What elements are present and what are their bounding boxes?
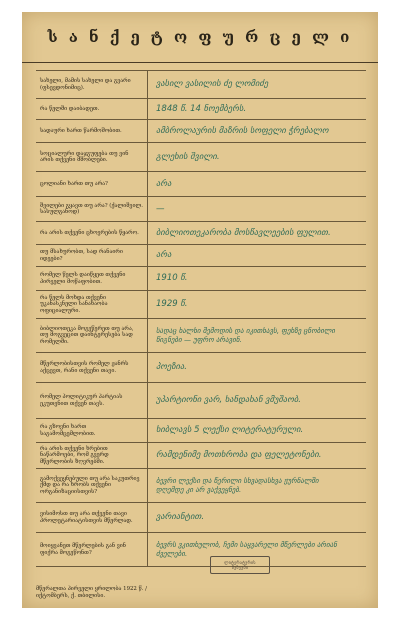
handwritten-answer: სადაც ხალხი შემოდის და იკითხავს, ფეხზე ცნობილი წიგნები — უფრო არავინ. — [156, 326, 336, 344]
handwritten-answer: — — [156, 203, 165, 214]
question-label: გამოქვეყნებული თუ არა საკუთრივ ქმდ და რა ხრობს თქვენი ორგანიზაციისთვის? — [36, 469, 148, 502]
question-label: შვილები გყავთ თუ არა? (ქალიშვილ. სასულგანოდ) — [36, 197, 148, 221]
table-row — [36, 291, 366, 319]
table-row — [36, 197, 366, 222]
question-label: რა წელს მოხდა თქვენი უკანასკნელი სანახაობა ოფიციალური. — [36, 291, 148, 318]
questionnaire-sheet — [22, 12, 378, 608]
question-label: რომელ წელს დაიწყეთ თქვენი პირველი მოწაფობით. — [36, 267, 148, 290]
table-row — [36, 419, 366, 443]
footer-note: მწერალთა პირველი ყრილობა 1922 წ. / იქტომბერს, ქ. თბილისი. — [36, 586, 147, 599]
title-divider — [22, 62, 378, 63]
table-row — [36, 267, 366, 291]
table-row — [36, 71, 366, 99]
handwritten-answer: რამდენიმე მოთხრობა და ფელეტონები. — [156, 450, 322, 460]
table-row — [36, 143, 366, 172]
question-label: რომელ პოლიტიკურ პარტიას ეკუთვნით თქვენ თავს. — [36, 383, 148, 418]
handwritten-answer: ხიბლავს 5 ლექსი ლიტერატურული. — [156, 425, 304, 435]
table-row — [36, 443, 366, 469]
handwritten-answer: ვარიანტით. — [156, 512, 205, 522]
stamp-line-2: მუზეუმი — [231, 565, 249, 570]
question-label: მწერლობისთვის რომელ ჟანრს აქცევთ, რანი თქვენი თავი. — [36, 353, 148, 382]
table-row — [36, 469, 366, 503]
question-label: ვისიმოსთ თუ არა თქვენი თავი პროლეტარიატისთვის მწერლად. — [36, 503, 148, 532]
handwritten-answer: პოეზია. — [156, 362, 187, 372]
question-label: რა გზოვნი ხართ საგამომცემლობით. — [36, 419, 148, 442]
table-row — [36, 353, 366, 383]
question-label: სოციალური დაჯგუფება თუ ვინ არის თქვენი მშობლები. — [36, 143, 148, 171]
question-label: სახელი, მამის სახელი და გვარი (ფსევდონიმიც). — [36, 71, 148, 98]
document-title: ს ა ნ ქ ე ტ ო ფ უ რ ც ე ლ ი — [47, 28, 353, 46]
question-label: მოიყვანეთ მწერლების გან ვინ ფიქრა მოგეწონთ? — [36, 533, 148, 566]
handwritten-answer: არა — [156, 250, 172, 260]
question-label: რა წელში დაიბადეთ. — [36, 99, 148, 119]
stamp-line-1: ლიტერატურის — [224, 560, 256, 565]
archive-stamp — [210, 556, 270, 574]
questionnaire-table — [36, 70, 366, 567]
handwritten-answer: გლეხის შვილი. — [156, 151, 220, 162]
handwritten-answer: ბიბლიოთეკარობა მოსწავლეების ფულით. — [156, 227, 331, 238]
question-label: რა არის თქვენი ხრებით ნაწარმოები, რომ გვერდ მწერლობის ზღვრებში. — [36, 443, 148, 468]
question-label: ცოლიანი ხართ თუ არა? — [36, 172, 148, 196]
table-row — [36, 99, 366, 120]
handwritten-answer: 1848 წ. 14 ნოემბერს. — [156, 103, 247, 114]
table-row — [36, 533, 366, 567]
table-row — [36, 319, 366, 353]
question-label: თუ მსახურობთ, სად რანაირი იდეები? — [36, 245, 148, 266]
table-row — [36, 120, 366, 143]
question-label: ბიბლიოთეკა მოგვწერეთ თუ არა, თუ მოგვეცით დაინტერესება სად რომელში. — [36, 319, 148, 352]
question-label: სადაური ხართ წარმოშობით. — [36, 120, 148, 142]
question-label: რა არის თქვენი ცხოვრების წყარო. — [36, 222, 148, 244]
handwritten-answer: 1929 წ. — [156, 299, 188, 309]
table-row — [36, 222, 366, 245]
table-row — [36, 172, 366, 197]
handwritten-answer: არა — [156, 178, 172, 189]
table-row — [36, 383, 366, 419]
handwritten-answer: ვასილ ვასილის ძე ლომიძე — [156, 79, 269, 89]
table-row — [36, 503, 366, 533]
handwritten-answer: ამბროლაურის მაზრის სოფელი ჭრებალო — [156, 125, 329, 136]
handwritten-answer: ბევრს ვკითხულობ, ჩემი საყვარელი მწერლები არიან ძველები. — [156, 540, 337, 558]
table-row — [36, 245, 366, 267]
handwritten-answer: უპარტიონი ვარ, ხანდახან ვმუშაობ. — [156, 395, 301, 405]
handwritten-answer: 1910 წ. — [156, 273, 188, 283]
handwritten-answer: ბევრი ლექსი და წერილი სხვადასხვა ჟურნალში დღემდე კი არ ვაქვეყნებ. — [156, 476, 319, 494]
